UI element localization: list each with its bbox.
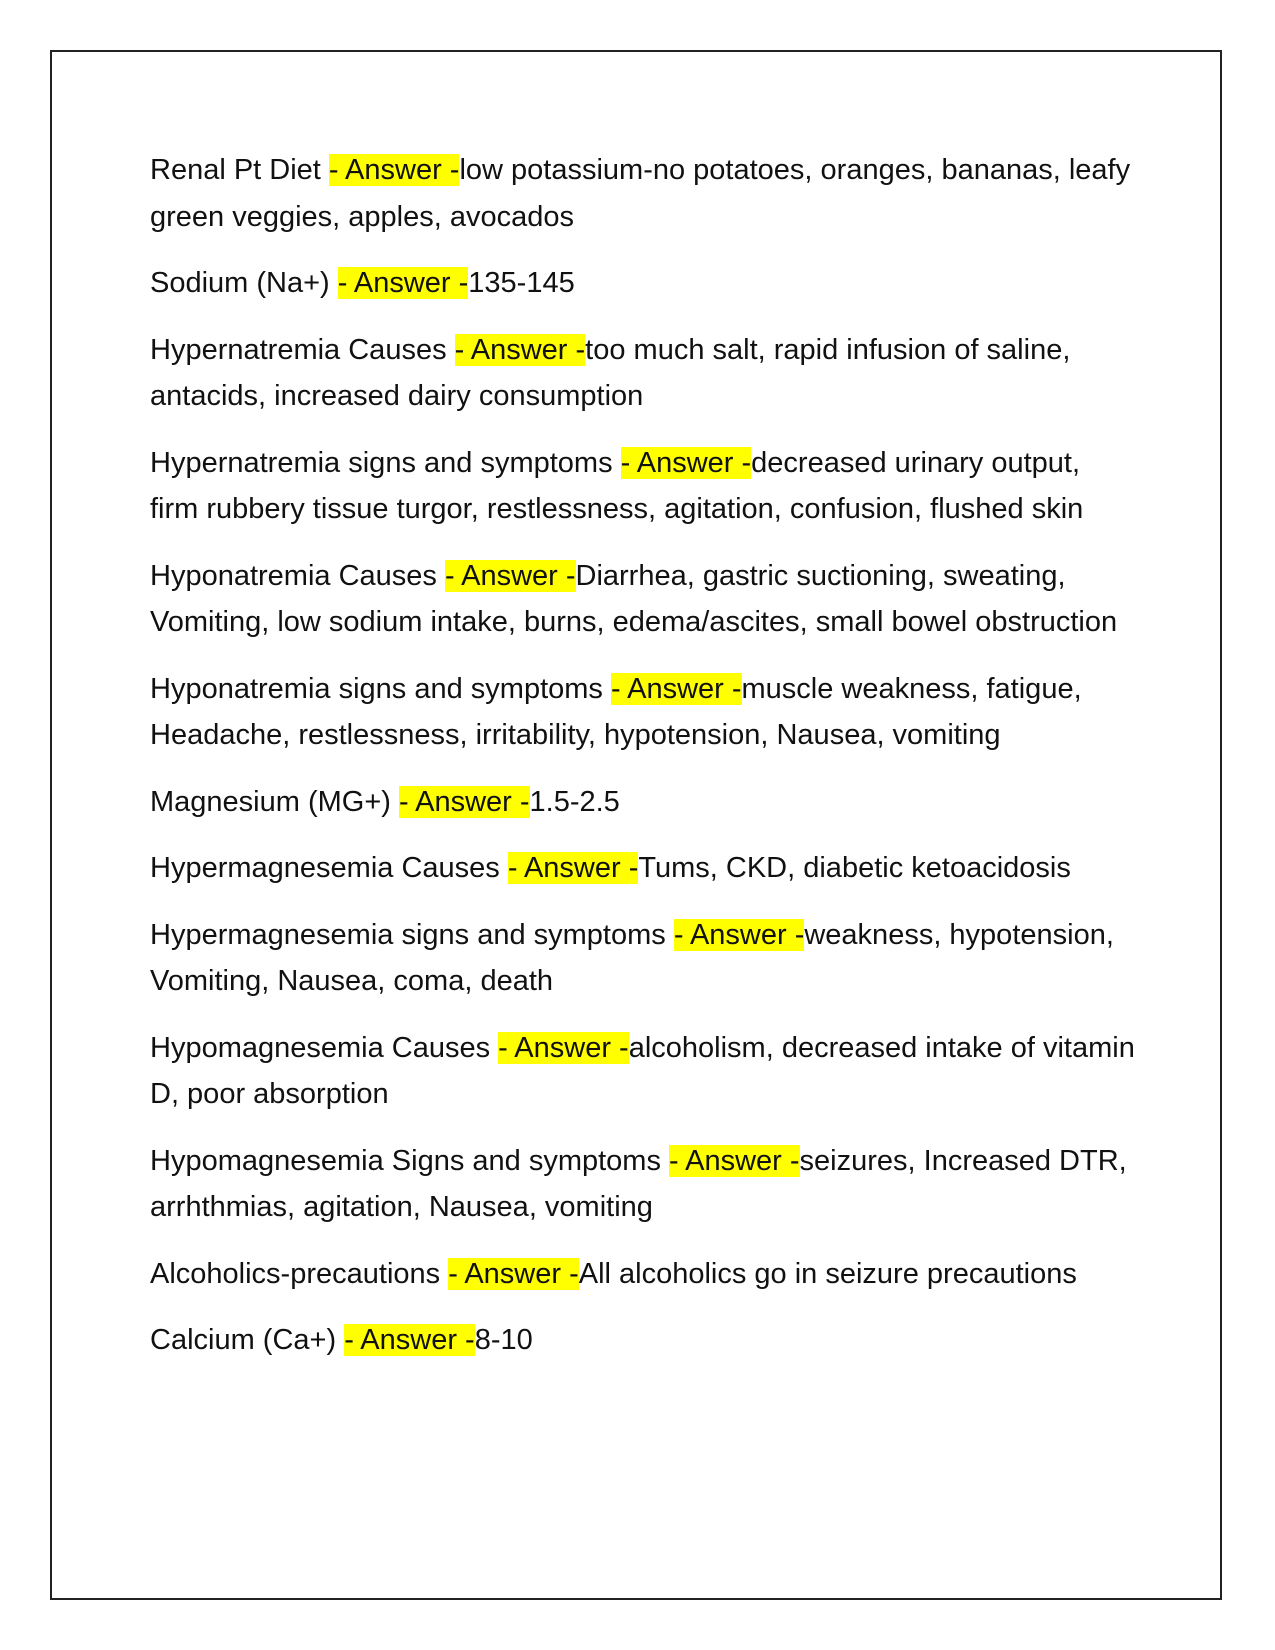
entry-term: Hyponatremia Causes [150,559,445,592]
answer-highlight: - Answer - [344,1324,475,1356]
answer-highlight: - Answer - [669,1144,800,1177]
entry-answer: decreased urinary output, firm rubbery tissue turgor, restlessness, agitation, confusion, flushed skin [150,446,1084,525]
entry-answer: 1.5-2.5 [529,785,620,818]
entry-answer: too much salt, rapid infusion of saline, antacids, increased dairy consumption [150,333,1071,412]
entry-answer: alcoholism, decreased intake of vitamin D, poor absorption [150,1031,1135,1110]
answer-highlight: - Answer - [620,446,752,479]
entry-answer: 135-145 [468,267,575,299]
qa-entry-hypomagnesemia-causes [150,1025,1135,1118]
entry-term: Hypomagnesemia Causes [150,1031,499,1064]
entry-term: Magnesium (MG+) [150,785,399,818]
qa-entry-hyponatremia-causes [150,553,1135,646]
entry-term: Hyponatremia signs and symptoms [150,672,611,705]
answer-highlight: - Answer - [448,1257,579,1290]
answer-highlight: - Answer - [444,559,576,592]
answer-highlight: - Answer - [673,918,805,951]
answer-highlight: - Answer - [454,333,586,366]
entry-term: Hypermagnesemia Causes [150,852,508,884]
entry-answer: Diarrhea, gastric suctioning, sweating, Vomiting, low sodium intake, burns, edema/ascites, small bowel obstruction [150,559,1118,638]
entry-term: Calcium (Ca+) [150,1324,345,1356]
qa-entry-renal-pt-diet [150,147,1135,240]
entry-term: Sodium (Na+) [150,267,338,299]
entry-term: Hypomagnesemia Signs and symptoms [150,1144,670,1177]
qa-entry-hypomagnesemia-symptoms [150,1138,1135,1231]
answer-highlight: - Answer - [498,1031,629,1064]
entry-term: Alcoholics-precautions [150,1257,449,1290]
entry-term: Hypernatremia signs and symptoms [150,446,621,479]
qa-entry-alcoholics-precautions [150,1251,1135,1298]
entry-answer: low potassium-no potatoes, oranges, bananas, leafy green veggies, apples, avocados [150,154,1131,233]
entry-answer: weakness, hypotension, Vomiting, Nausea, coma, death [150,918,1114,997]
qa-entry-magnesium [150,779,1135,826]
qa-entry-calcium [150,1317,1135,1364]
document-body [150,147,1135,1384]
qa-entry-hypernatremia-symptoms [150,440,1135,533]
entry-answer: seizures, Increased DTR, arrhthmias, agitation, Nausea, vomiting [150,1144,1127,1223]
entry-answer: All alcoholics go in seizure precautions [578,1257,1077,1290]
entry-term: Renal Pt Diet [150,154,329,186]
answer-highlight: - Answer - [328,154,460,186]
entry-answer: muscle weakness, fatigue, Headache, restlessness, irritability, hypotension, Nausea, vomiting [150,672,1082,751]
answer-highlight: - Answer - [610,672,742,705]
qa-entry-hyponatremia-symptoms [150,666,1135,759]
entry-term: Hypernatremia Causes [150,333,455,366]
entry-answer: 8-10 [474,1324,533,1356]
qa-entry-hypermagnesemia-symptoms [150,912,1135,1005]
answer-highlight: - Answer - [337,267,469,299]
entry-answer: Tums, CKD, diabetic ketoacidosis [638,852,1071,884]
qa-entry-hypermagnesemia-causes [150,845,1135,892]
qa-entry-sodium [150,260,1135,307]
answer-highlight: - Answer - [507,852,639,884]
answer-highlight: - Answer - [398,785,530,818]
qa-entry-hypernatremia-causes [150,327,1135,420]
entry-term: Hypermagnesemia signs and symptoms [150,918,674,951]
